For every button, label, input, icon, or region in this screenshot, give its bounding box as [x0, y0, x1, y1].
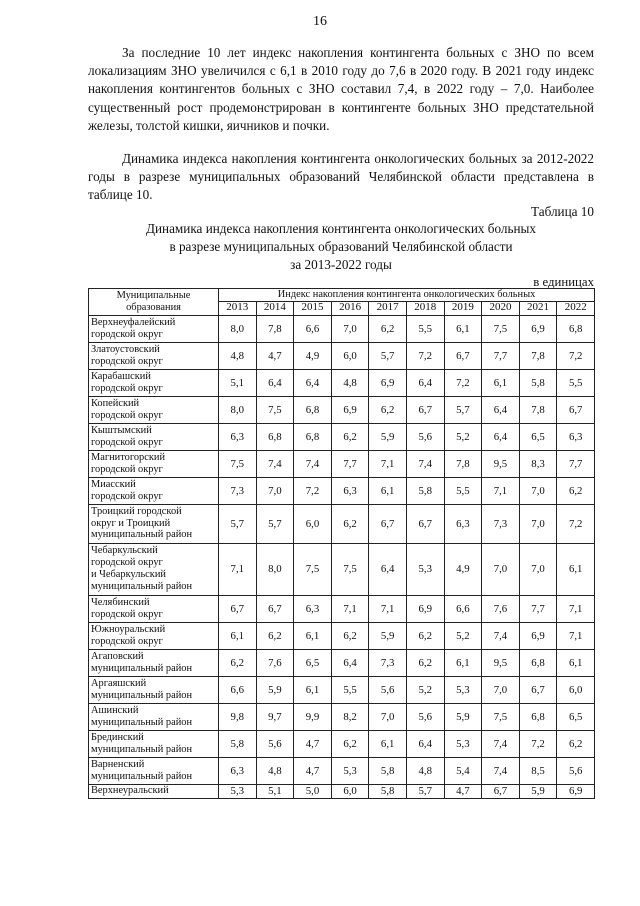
- index-value-cell: 7,0: [369, 703, 407, 730]
- year-header: 2022: [557, 301, 595, 315]
- index-value-cell: 7,1: [331, 595, 369, 622]
- index-value-cell: 5,3: [406, 543, 444, 595]
- index-value-cell: 5,9: [256, 676, 294, 703]
- table-row: [89, 622, 595, 649]
- index-value-cell: 6,8: [557, 315, 595, 342]
- index-value-cell: 6,1: [219, 622, 257, 649]
- index-value-cell: 6,0: [331, 784, 369, 798]
- table-row: [89, 423, 595, 450]
- index-value-cell: 6,7: [219, 595, 257, 622]
- index-value-cell: 6,7: [482, 784, 520, 798]
- municipality-name-line: Агаповский: [91, 650, 144, 662]
- year-header: 2013: [219, 301, 257, 315]
- index-value-cell: 5,7: [406, 784, 444, 798]
- table-row: [89, 595, 595, 622]
- index-value-cell: 6,5: [294, 649, 332, 676]
- index-value-cell: 5,8: [369, 757, 407, 784]
- index-value-cell: 7,5: [331, 543, 369, 595]
- index-value-cell: 6,8: [256, 423, 294, 450]
- index-value-cell: 6,4: [294, 369, 332, 396]
- index-value-cell: 7,0: [519, 504, 557, 543]
- index-value-cell: 5,8: [406, 477, 444, 504]
- index-value-cell: 6,2: [219, 649, 257, 676]
- index-value-cell: 7,8: [519, 342, 557, 369]
- municipality-name-line: Чебаркульский: [91, 545, 158, 557]
- municipality-name-line: Миасский: [91, 478, 136, 490]
- index-value-cell: 6,8: [294, 396, 332, 423]
- municipality-name: [89, 595, 219, 622]
- table-label: Таблица 10: [531, 204, 594, 219]
- index-value-cell: 7,2: [557, 504, 595, 543]
- table-row: [89, 396, 595, 423]
- index-value-cell: 5,4: [444, 757, 482, 784]
- index-value-cell: 7,2: [444, 369, 482, 396]
- table-title-line: в разрезе муниципальных образований Челябинской области: [169, 239, 513, 255]
- index-value-cell: 6,5: [557, 703, 595, 730]
- index-value-cell: 5,9: [444, 703, 482, 730]
- index-value-cell: 6,4: [482, 423, 520, 450]
- index-value-cell: 9,8: [219, 703, 257, 730]
- index-value-cell: 8,2: [331, 703, 369, 730]
- index-value-cell: 5,6: [406, 423, 444, 450]
- index-value-cell: 6,6: [219, 676, 257, 703]
- index-value-cell: 6,2: [557, 477, 595, 504]
- index-value-cell: 7,3: [369, 649, 407, 676]
- municipality-name-line: и Чебаркульский: [91, 569, 166, 580]
- index-value-cell: 4,8: [331, 369, 369, 396]
- municipality-name-line: муниципальный район: [91, 689, 193, 701]
- municipality-name: [89, 649, 219, 676]
- index-value-cell: 6,7: [519, 676, 557, 703]
- index-value-cell: 7,5: [256, 396, 294, 423]
- index-value-cell: 6,3: [219, 423, 257, 450]
- index-value-cell: 6,2: [331, 504, 369, 543]
- index-value-cell: 5,7: [219, 504, 257, 543]
- municipality-name-line: Брединский: [91, 731, 144, 743]
- index-value-cell: 6,7: [557, 396, 595, 423]
- index-value-cell: 5,8: [519, 369, 557, 396]
- municipality-name: [89, 342, 219, 369]
- index-value-cell: 7,2: [557, 342, 595, 369]
- municipality-name-line: муниципальный район: [91, 580, 193, 592]
- municipality-name-line: городской округ: [91, 382, 163, 394]
- index-value-cell: 6,1: [294, 622, 332, 649]
- table-row: [89, 784, 595, 798]
- index-value-cell: 6,4: [256, 369, 294, 396]
- index-value-cell: 6,2: [406, 649, 444, 676]
- municipality-name: [89, 423, 219, 450]
- index-value-cell: 6,8: [294, 423, 332, 450]
- index-value-cell: 6,1: [444, 649, 482, 676]
- municipality-name: [89, 450, 219, 477]
- index-value-cell: 6,9: [557, 784, 595, 798]
- index-value-cell: 6,4: [482, 396, 520, 423]
- table-title-line: Динамика индекса накопления контингента онкологических больных: [145, 221, 537, 236]
- index-value-cell: 6,8: [519, 703, 557, 730]
- index-value-cell: 9,5: [482, 649, 520, 676]
- index-value-cell: 6,4: [406, 369, 444, 396]
- index-value-cell: 9,9: [294, 703, 332, 730]
- index-value-cell: 7,7: [519, 595, 557, 622]
- index-value-cell: 7,1: [482, 477, 520, 504]
- table-title-line: за 2013-2022 годы: [290, 257, 392, 273]
- municipality-name-line: Южноуральский: [91, 623, 166, 635]
- index-value-cell: 6,4: [369, 543, 407, 595]
- index-value-cell: 5,6: [406, 703, 444, 730]
- municipality-name-line: Златоустовский: [91, 343, 160, 355]
- index-value-cell: 6,3: [557, 423, 595, 450]
- index-value-cell: 7,4: [294, 450, 332, 477]
- index-value-cell: 7,1: [369, 450, 407, 477]
- index-value-cell: 4,9: [294, 342, 332, 369]
- municipality-name-line: городской округ: [91, 355, 163, 367]
- index-value-cell: 6,4: [331, 649, 369, 676]
- table-row: [89, 315, 595, 342]
- municipality-name: [89, 504, 219, 543]
- index-value-cell: 6,0: [557, 676, 595, 703]
- index-value-cell: 4,8: [406, 757, 444, 784]
- index-value-cell: 5,3: [331, 757, 369, 784]
- municipality-name-line: муниципальный район: [91, 662, 193, 674]
- municipality-name-line: Троицкий городской: [91, 505, 182, 517]
- municipality-name-line: Карабашский: [91, 370, 151, 382]
- index-value-cell: 7,1: [557, 595, 595, 622]
- municipality-name-line: Копейский: [91, 397, 140, 409]
- index-value-cell: 6,6: [444, 595, 482, 622]
- index-value-cell: 5,7: [369, 342, 407, 369]
- index-value-cell: 6,4: [406, 730, 444, 757]
- index-value-cell: 4,8: [219, 342, 257, 369]
- index-value-cell: 6,7: [256, 595, 294, 622]
- year-header: 2017: [369, 301, 407, 315]
- municipality-name: [89, 543, 219, 595]
- index-value-cell: 6,3: [331, 477, 369, 504]
- table-row: [89, 477, 595, 504]
- index-value-cell: 6,3: [294, 595, 332, 622]
- municipality-name-line: муниципальный район: [91, 716, 193, 728]
- index-value-cell: 7,3: [482, 504, 520, 543]
- municipality-name: [89, 703, 219, 730]
- index-value-cell: 7,0: [256, 477, 294, 504]
- municipality-name-line: Магнитогорский: [91, 451, 166, 463]
- table-row: [89, 450, 595, 477]
- index-value-cell: 5,3: [444, 730, 482, 757]
- table-row: [89, 703, 595, 730]
- index-value-cell: 5,7: [256, 504, 294, 543]
- index-value-cell: 7,4: [482, 622, 520, 649]
- table-row: [89, 730, 595, 757]
- index-value-cell: 5,5: [557, 369, 595, 396]
- municipality-name-line: городской округ: [91, 557, 163, 569]
- municipality-name: [89, 784, 219, 798]
- index-value-cell: 6,9: [519, 622, 557, 649]
- index-value-cell: 7,7: [331, 450, 369, 477]
- index-value-cell: 6,3: [444, 504, 482, 543]
- index-value-cell: 5,1: [219, 369, 257, 396]
- year-header: 2018: [406, 301, 444, 315]
- municipality-name-line: городской округ: [91, 490, 163, 502]
- index-value-cell: 5,8: [219, 730, 257, 757]
- index-value-cell: 6,9: [369, 369, 407, 396]
- index-value-cell: 5,9: [369, 423, 407, 450]
- index-value-cell: 7,6: [482, 595, 520, 622]
- index-value-cell: 4,7: [294, 730, 332, 757]
- index-value-cell: 5,1: [256, 784, 294, 798]
- index-value-cell: 4,7: [294, 757, 332, 784]
- municipality-name: [89, 369, 219, 396]
- municipality-name-line: Челябинский: [91, 596, 150, 608]
- municipality-name: [89, 757, 219, 784]
- municipality-name-line: Варненский: [91, 758, 145, 770]
- municipality-name-line: городской округ: [91, 409, 163, 421]
- municipality-name-line: округ и Троицкий: [91, 517, 171, 529]
- index-value-cell: 7,0: [519, 477, 557, 504]
- index-value-cell: 4,7: [444, 784, 482, 798]
- index-value-cell: 7,8: [444, 450, 482, 477]
- municipality-name: [89, 396, 219, 423]
- index-value-cell: 6,1: [444, 315, 482, 342]
- index-value-cell: 7,6: [256, 649, 294, 676]
- year-header: 2021: [519, 301, 557, 315]
- municipality-name-line: городской округ: [91, 436, 163, 448]
- index-value-cell: 7,0: [331, 315, 369, 342]
- municipality-name-line: Ашинский: [91, 704, 139, 716]
- index-value-cell: 5,2: [444, 423, 482, 450]
- index-value-cell: 7,2: [406, 342, 444, 369]
- index-value-cell: 7,5: [482, 315, 520, 342]
- table-row: [89, 342, 595, 369]
- index-value-cell: 7,8: [256, 315, 294, 342]
- table-row: [89, 543, 595, 595]
- municipality-name-line: городской округ: [91, 328, 163, 340]
- index-value-cell: 6,1: [557, 543, 595, 595]
- index-table: [88, 288, 595, 799]
- index-value-cell: 6,2: [369, 315, 407, 342]
- index-value-cell: 6,1: [557, 649, 595, 676]
- index-value-cell: 7,7: [482, 342, 520, 369]
- index-value-cell: 6,6: [294, 315, 332, 342]
- index-value-cell: 6,8: [519, 649, 557, 676]
- index-value-cell: 6,7: [444, 342, 482, 369]
- index-value-cell: 6,9: [406, 595, 444, 622]
- index-value-cell: 5,3: [219, 784, 257, 798]
- index-value-cell: 5,2: [444, 622, 482, 649]
- year-header: 2014: [256, 301, 294, 315]
- index-value-cell: 6,1: [369, 477, 407, 504]
- index-value-cell: 5,9: [369, 622, 407, 649]
- index-value-cell: 5,5: [331, 676, 369, 703]
- index-value-cell: 6,2: [406, 622, 444, 649]
- units-note: в единицах: [533, 275, 594, 289]
- municipality-name-line: городской округ: [91, 635, 163, 647]
- index-value-cell: 5,2: [406, 676, 444, 703]
- index-value-cell: 6,7: [406, 396, 444, 423]
- year-header: 2020: [482, 301, 520, 315]
- table-row: [89, 504, 595, 543]
- municipality-name: [89, 622, 219, 649]
- index-value-cell: 6,3: [219, 757, 257, 784]
- index-value-cell: 7,4: [406, 450, 444, 477]
- index-value-cell: 6,2: [256, 622, 294, 649]
- index-value-cell: 6,1: [294, 676, 332, 703]
- table-row: [89, 649, 595, 676]
- municipality-name-line: муниципальный район: [91, 743, 193, 755]
- municipality-name: [89, 730, 219, 757]
- index-value-cell: 7,0: [482, 543, 520, 595]
- index-value-cell: 7,4: [256, 450, 294, 477]
- index-value-cell: 6,2: [557, 730, 595, 757]
- index-value-cell: 8,5: [519, 757, 557, 784]
- index-value-cell: 6,7: [406, 504, 444, 543]
- index-value-cell: 6,9: [331, 396, 369, 423]
- index-value-cell: 7,0: [482, 676, 520, 703]
- municipality-name-line: городской округ: [91, 463, 163, 475]
- index-value-cell: 4,7: [256, 342, 294, 369]
- index-value-cell: 7,4: [482, 730, 520, 757]
- index-value-cell: 4,8: [256, 757, 294, 784]
- municipality-name: [89, 676, 219, 703]
- index-value-cell: 7,4: [482, 757, 520, 784]
- index-value-cell: 7,5: [482, 703, 520, 730]
- index-value-cell: 7,1: [219, 543, 257, 595]
- index-value-cell: 5,6: [369, 676, 407, 703]
- index-value-cell: 7,2: [294, 477, 332, 504]
- index-value-cell: 7,5: [294, 543, 332, 595]
- municipality-name-line: Кыштымский: [91, 424, 152, 436]
- municipality-name-line: Аргаяшский: [91, 677, 147, 689]
- index-value-cell: 6,2: [331, 730, 369, 757]
- table-row: [89, 676, 595, 703]
- index-value-cell: 7,8: [519, 396, 557, 423]
- index-value-cell: 6,5: [519, 423, 557, 450]
- index-value-cell: 6,2: [331, 423, 369, 450]
- index-value-cell: 7,0: [519, 543, 557, 595]
- municipality-name-line: муниципальный район: [91, 770, 193, 782]
- index-value-cell: 7,1: [369, 595, 407, 622]
- intro-paragraph: За последние 10 лет индекс накопления контингента больных с ЗНО по всем локализациям ЗНО увеличился с 6,1 в 2010 году до 7,6 в 2020 году. В 2021 году индекс накопления контингентов больных с ЗНО составил 7,4, в 2022 году – 7,0. Наиболее существенный рост продемонстрирован в контингенте больных ЗНО предстательной железы, толстой кишки, яичников и почки.: [88, 45, 594, 133]
- index-value-cell: 8,3: [519, 450, 557, 477]
- page-number: 16: [313, 14, 327, 29]
- index-value-cell: 5,9: [519, 784, 557, 798]
- municipality-name: [89, 315, 219, 342]
- municipality-name-line: Верхнеуфалейский: [91, 316, 176, 328]
- index-value-cell: 6,9: [519, 315, 557, 342]
- index-value-cell: 6,1: [369, 730, 407, 757]
- index-value-cell: 5,6: [557, 757, 595, 784]
- municipality-name-line: Верхнеуральский: [91, 785, 169, 797]
- index-value-cell: 9,5: [482, 450, 520, 477]
- index-value-cell: 8,0: [219, 396, 257, 423]
- year-header: 2016: [331, 301, 369, 315]
- index-value-cell: 6,1: [482, 369, 520, 396]
- index-value-cell: 9,7: [256, 703, 294, 730]
- table-reference-paragraph: Динамика индекса накопления контингента онкологических больных за 2012-2022 годы в разрезе муниципальных образований Челябинской области представлена в таблице 10.: [88, 151, 594, 203]
- table-row: [89, 369, 595, 396]
- index-value-cell: 8,0: [219, 315, 257, 342]
- index-value-cell: 5,8: [369, 784, 407, 798]
- header-municipality: Муниципальные образования: [89, 289, 219, 316]
- index-value-cell: 5,3: [444, 676, 482, 703]
- municipality-name: [89, 477, 219, 504]
- index-value-cell: 8,0: [256, 543, 294, 595]
- index-value-cell: 5,5: [444, 477, 482, 504]
- index-value-cell: 5,6: [256, 730, 294, 757]
- index-value-cell: 6,0: [331, 342, 369, 369]
- index-value-cell: 6,7: [369, 504, 407, 543]
- index-value-cell: 7,5: [219, 450, 257, 477]
- table-title: [88, 220, 594, 275]
- index-value-cell: 7,7: [557, 450, 595, 477]
- index-value-cell: 6,2: [331, 622, 369, 649]
- index-value-cell: 7,3: [219, 477, 257, 504]
- index-value-cell: 4,9: [444, 543, 482, 595]
- year-header: 2015: [294, 301, 332, 315]
- index-value-cell: 5,5: [406, 315, 444, 342]
- table-row: [89, 757, 595, 784]
- index-value-cell: 6,0: [294, 504, 332, 543]
- header-index: Индекс накопления контингента онкологических больных: [219, 289, 595, 302]
- year-header: 2019: [444, 301, 482, 315]
- index-value-cell: 7,2: [519, 730, 557, 757]
- municipality-name-line: городской округ: [91, 608, 163, 620]
- index-value-cell: 5,7: [444, 396, 482, 423]
- municipality-name-line: муниципальный район: [91, 529, 193, 541]
- index-value-cell: 7,1: [557, 622, 595, 649]
- index-value-cell: 5,0: [294, 784, 332, 798]
- index-value-cell: 6,2: [369, 396, 407, 423]
